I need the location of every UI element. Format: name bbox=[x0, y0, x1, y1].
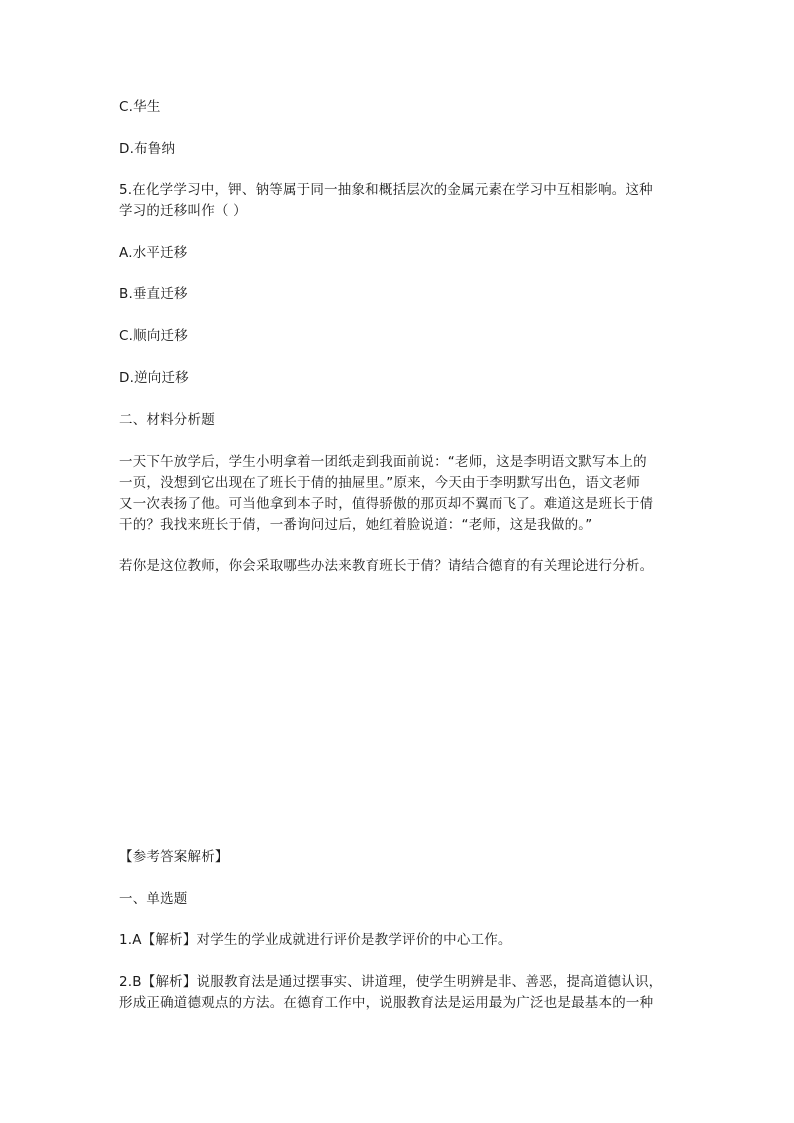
answers-title: 【参考答案解析】 bbox=[119, 849, 229, 865]
material-line-3: 又一次表扬了他。可当他拿到本子时，值得骄傲的那页却不翼而飞了。难道这是班长于倩 bbox=[119, 496, 654, 512]
q5-option-c: C.顺向迁移 bbox=[119, 328, 188, 344]
q4-option-c: C.华生 bbox=[119, 99, 161, 115]
answer-2-line-1: 2.B【解析】说服教育法是通过摆事实、讲道理，使学生明辨是非、善恶，提高道德认识， bbox=[119, 974, 663, 990]
material-line-2: 一页，没想到它出现在了班长于倩的抽屉里。”原来，今天由于李明默写出色，语文老师 bbox=[119, 475, 641, 491]
material-line-4: 干的？我找来班长于倩，一番询问过后，她红着脸说道：“老师，这是我做的。” bbox=[119, 517, 593, 533]
material-paragraph bbox=[119, 452, 679, 536]
q5-stem-line-2: 学习的迁移叫作（ ） bbox=[119, 203, 247, 219]
q5-stem bbox=[119, 180, 679, 222]
answer-2-line-2: 形成正确道德观点的方法。在德育工作中，说服教育法是运用最为广泛也是最基本的一种 bbox=[119, 995, 654, 1011]
q5-option-b: B.垂直迁移 bbox=[119, 286, 188, 302]
answer-2 bbox=[119, 972, 679, 1014]
q4-option-d: D.布鲁纳 bbox=[119, 141, 176, 157]
material-question: 若你是这位教师，你会采取哪些办法来教育班长于倩？请结合德育的有关理论进行分析。 bbox=[119, 558, 654, 574]
material-line-1: 一天下午放学后，学生小明拿着一团纸走到我面前说：“老师，这是李明语文默写本上的 bbox=[119, 454, 647, 470]
q5-option-d: D.逆向迁移 bbox=[119, 370, 189, 386]
answer-1: 1.A【解析】对学生的学业成就进行评价是教学评价的中心工作。 bbox=[119, 932, 512, 948]
q5-option-a: A.水平迁移 bbox=[119, 245, 188, 261]
answers-section1-heading: 一、单选题 bbox=[119, 891, 188, 907]
q5-stem-line-1: 5.在化学学习中，钾、钠等属于同一抽象和概括层次的金属元素在学习中互相影响。这种 bbox=[119, 182, 653, 198]
section2-heading: 二、材料分析题 bbox=[119, 412, 215, 428]
